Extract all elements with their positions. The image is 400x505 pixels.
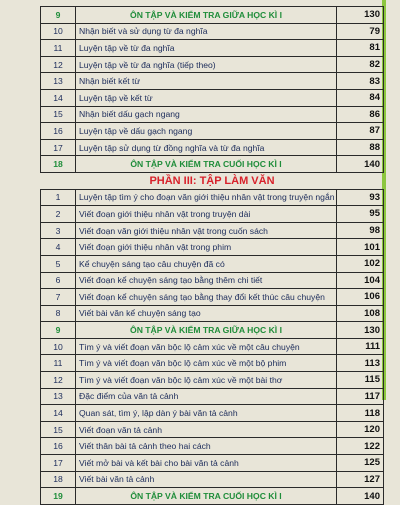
toc-page-number: 118 [337, 405, 384, 422]
toc-page-number: 101 [337, 239, 384, 256]
toc-title: ÔN TẬP VÀ KIỂM TRA CUỐI HỌC KÌ I [76, 488, 337, 505]
toc-page-number: 140 [337, 156, 384, 173]
toc-row [41, 438, 384, 455]
toc-title: Đặc điểm của văn tả cảnh [76, 388, 337, 405]
toc-row [41, 89, 384, 106]
toc-title: Tìm ý và viết đoạn văn bộc lộ cảm xúc về một bài thơ [76, 372, 337, 389]
toc-title: Viết mở bài và kết bài cho bài văn tả cảnh [76, 455, 337, 472]
toc-section-row [41, 156, 384, 173]
toc-number: 11 [41, 40, 76, 57]
toc-number: 13 [41, 388, 76, 405]
toc-number: 14 [41, 405, 76, 422]
toc-number: 16 [41, 438, 76, 455]
toc-page-number: 88 [337, 139, 384, 156]
toc-title: Viết bài văn kể chuyện sáng tạo [76, 305, 337, 322]
toc-number: 17 [41, 455, 76, 472]
toc-row [41, 222, 384, 239]
toc-row [41, 23, 384, 40]
toc-number: 9 [41, 322, 76, 339]
toc-page-number: 113 [337, 355, 384, 372]
toc-row [41, 123, 384, 140]
toc-row [41, 405, 384, 422]
toc-page-number: 93 [337, 189, 384, 206]
toc-number: 10 [41, 23, 76, 40]
toc-title: ÔN TẬP VÀ KIỂM TRA GIỮA HỌC KÌ I [76, 322, 337, 339]
toc-number: 6 [41, 272, 76, 289]
toc-page-number: 81 [337, 40, 384, 57]
toc-number: 1 [41, 189, 76, 206]
toc-title: ÔN TẬP VÀ KIỂM TRA GIỮA HỌC KÌ I [76, 7, 337, 24]
toc-page-number: 79 [337, 23, 384, 40]
toc-number: 14 [41, 89, 76, 106]
toc-page-number: 111 [337, 338, 384, 355]
toc-page-number: 122 [337, 438, 384, 455]
toc-row [41, 338, 384, 355]
toc-title: Nhận biết và sử dụng từ đa nghĩa [76, 23, 337, 40]
toc-page-number: 98 [337, 222, 384, 239]
toc-row [41, 471, 384, 488]
toc-title: Viết đoạn văn giới thiệu nhân vật trong cuốn sách [76, 222, 337, 239]
toc-page-number: 102 [337, 255, 384, 272]
toc-title: Viết thân bài tả cảnh theo hai cách [76, 438, 337, 455]
toc-title: Viết đoạn giới thiệu nhân vật trong truyện dài [76, 206, 337, 223]
table-of-contents [40, 6, 384, 505]
toc-number: 19 [41, 488, 76, 505]
toc-row [41, 40, 384, 57]
toc-number: 3 [41, 222, 76, 239]
toc-page-number: 83 [337, 73, 384, 90]
toc-number: 15 [41, 106, 76, 123]
toc-number: 11 [41, 355, 76, 372]
toc-row [41, 56, 384, 73]
toc-title: Viết đoạn kể chuyện sáng tạo bằng thêm chi tiết [76, 272, 337, 289]
toc-row [41, 139, 384, 156]
toc-row [41, 239, 384, 256]
toc-number: 18 [41, 471, 76, 488]
toc-title: Luyện tập tìm ý cho đoạn văn giới thiệu nhân vật trong truyện ngắn [76, 189, 337, 206]
toc-title: Luyện tập về từ đa nghĩa [76, 40, 337, 57]
toc-number: 12 [41, 56, 76, 73]
toc-title: ÔN TẬP VÀ KIỂM TRA CUỐI HỌC KÌ I [76, 156, 337, 173]
toc-number: 2 [41, 206, 76, 223]
toc-page-number: 84 [337, 89, 384, 106]
toc-number: 5 [41, 255, 76, 272]
toc-section-row [41, 322, 384, 339]
toc-number: 16 [41, 123, 76, 140]
toc-page-number: 130 [337, 7, 384, 24]
toc-row [41, 106, 384, 123]
part-heading: PHẦN III: TẬP LÀM VĂN [41, 172, 384, 189]
toc-title: Luyện tập về kết từ [76, 89, 337, 106]
toc-title: Luyện tập về từ đa nghĩa (tiếp theo) [76, 56, 337, 73]
toc-title: Tìm ý và viết đoạn văn bộc lộ cảm xúc về một bộ phim [76, 355, 337, 372]
toc-number: 17 [41, 139, 76, 156]
toc-row [41, 289, 384, 306]
toc-row [41, 421, 384, 438]
toc-number: 15 [41, 421, 76, 438]
toc-body [41, 7, 384, 505]
toc-section-row [41, 488, 384, 505]
toc-page-number: 106 [337, 289, 384, 306]
toc-page-number: 120 [337, 421, 384, 438]
toc-page-number: 95 [337, 206, 384, 223]
toc-page-number: 117 [337, 388, 384, 405]
toc-row [41, 206, 384, 223]
toc-title: Viết đoạn giới thiệu nhân vật trong phim [76, 239, 337, 256]
toc-number: 4 [41, 239, 76, 256]
toc-row [41, 189, 384, 206]
toc-number: 8 [41, 305, 76, 322]
toc-page-number: 130 [337, 322, 384, 339]
toc-title: Tìm ý và viết đoạn văn bộc lộ cảm xúc về một câu chuyện [76, 338, 337, 355]
toc-row [41, 372, 384, 389]
toc-title: Viết đoạn kể chuyện sáng tạo bằng thay đổi kết thúc câu chuyện [76, 289, 337, 306]
toc-page-number: 125 [337, 455, 384, 472]
toc-number: 13 [41, 73, 76, 90]
toc-page-number: 104 [337, 272, 384, 289]
part-heading-row [41, 172, 384, 189]
toc-section-row [41, 7, 384, 24]
toc-page-number: 115 [337, 372, 384, 389]
toc-number: 18 [41, 156, 76, 173]
toc-page-number: 87 [337, 123, 384, 140]
toc-row [41, 255, 384, 272]
toc-page-number: 82 [337, 56, 384, 73]
toc-number: 9 [41, 7, 76, 24]
toc-row [41, 73, 384, 90]
toc-page-number: 127 [337, 471, 384, 488]
toc-page-number: 140 [337, 488, 384, 505]
toc-number: 12 [41, 372, 76, 389]
toc-row [41, 305, 384, 322]
toc-title: Nhận biết kết từ [76, 73, 337, 90]
toc-number: 7 [41, 289, 76, 306]
toc-title: Kể chuyện sáng tạo câu chuyện đã có [76, 255, 337, 272]
toc-number: 10 [41, 338, 76, 355]
toc-title: Nhận biết dấu gạch ngang [76, 106, 337, 123]
toc-title: Luyện tập sử dụng từ đồng nghĩa và từ đa nghĩa [76, 139, 337, 156]
toc-title: Viết đoạn văn tả cảnh [76, 421, 337, 438]
toc-title: Quan sát, tìm ý, lập dàn ý bài văn tả cảnh [76, 405, 337, 422]
toc-row [41, 355, 384, 372]
toc-row [41, 455, 384, 472]
toc-row [41, 272, 384, 289]
toc-title: Viết bài văn tả cảnh [76, 471, 337, 488]
toc-title: Luyện tập về dấu gạch ngang [76, 123, 337, 140]
toc-page-number: 108 [337, 305, 384, 322]
toc-page-number: 86 [337, 106, 384, 123]
toc-row [41, 388, 384, 405]
